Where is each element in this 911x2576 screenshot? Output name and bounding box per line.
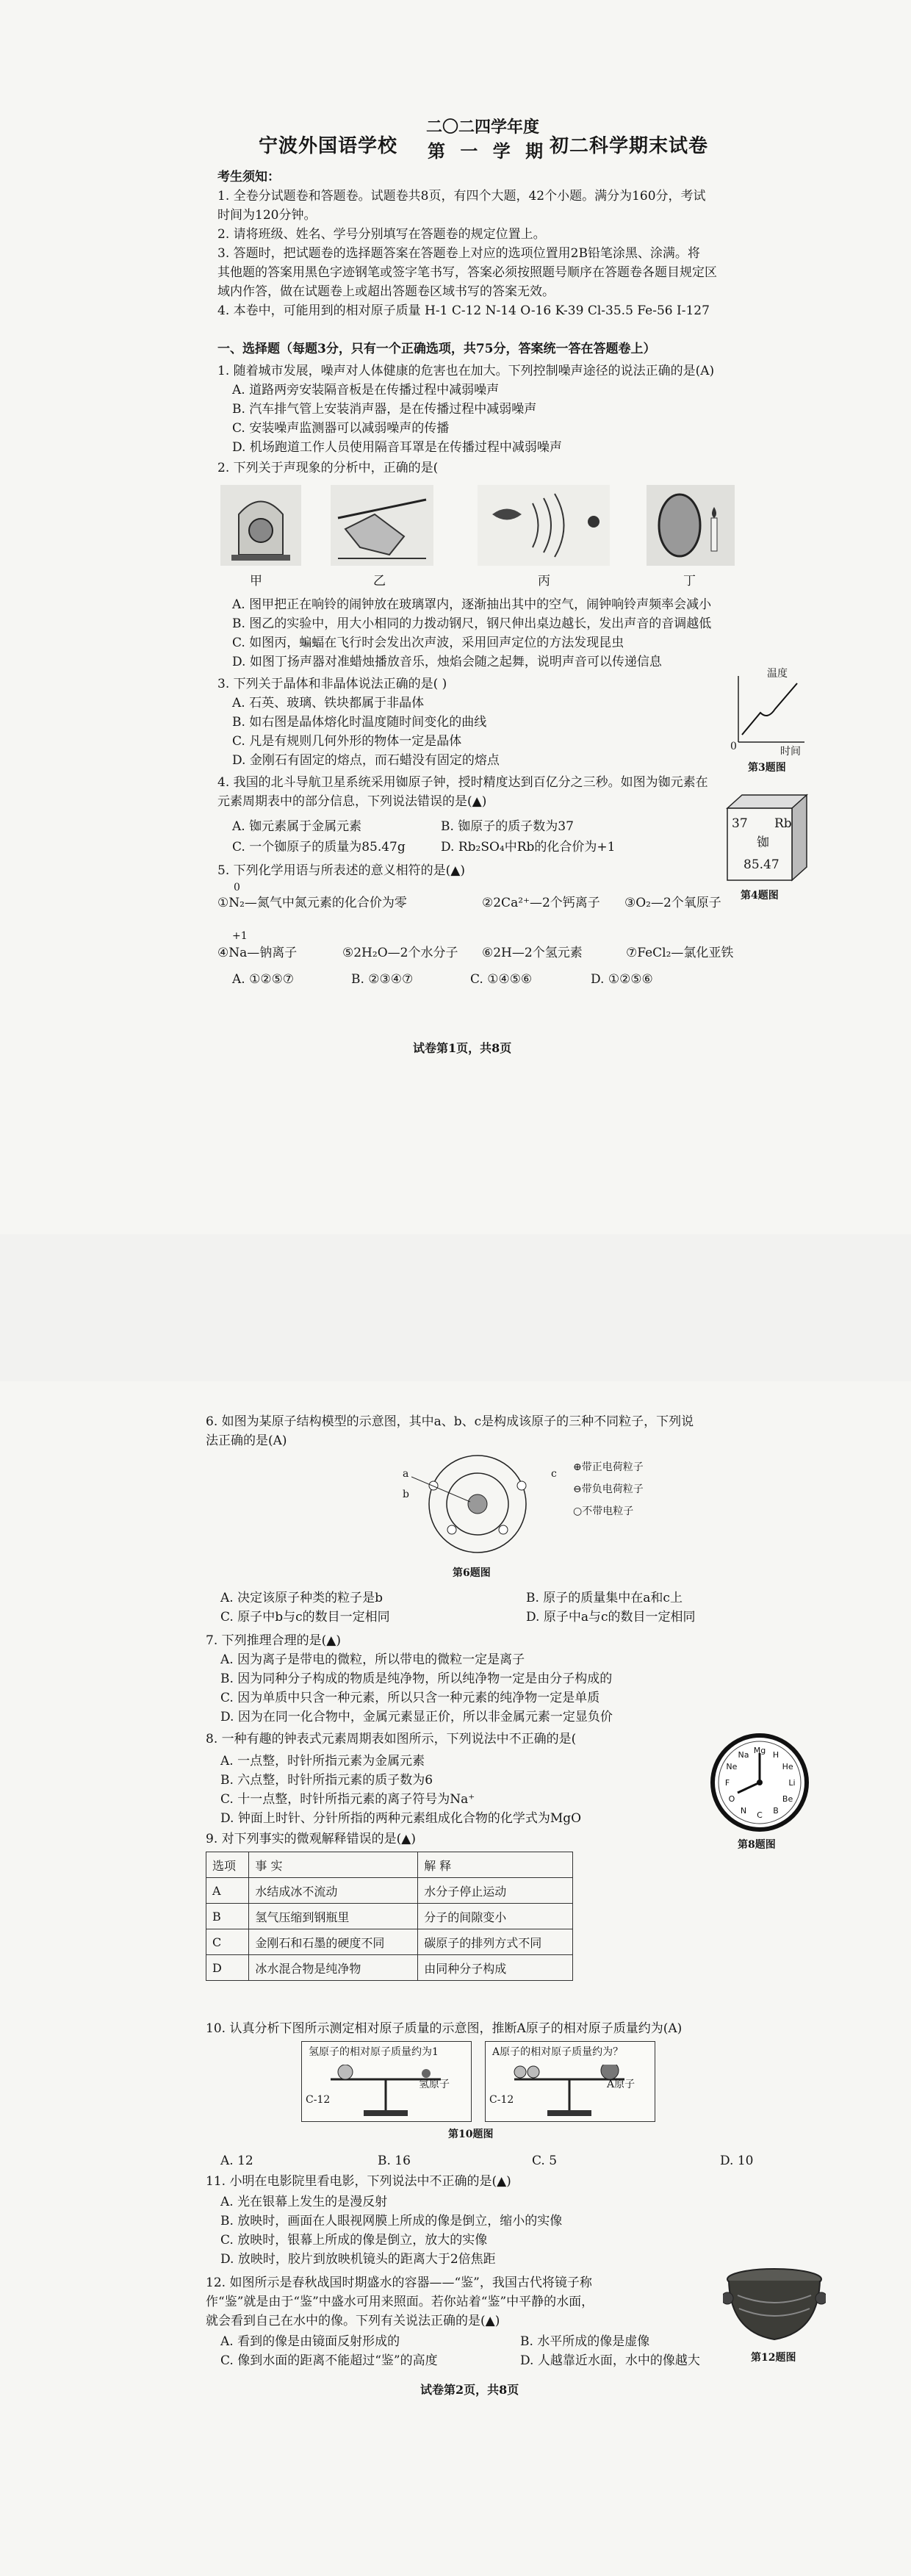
table-cell: 水结成冰不流动 — [249, 1878, 418, 1904]
table-cell: D — [206, 1955, 249, 1981]
q5-option: D. ①②⑤⑥ — [591, 972, 653, 987]
table-header: 解 释 — [418, 1852, 573, 1878]
table-cell: A — [206, 1878, 249, 1904]
q7-option: B. 因为同种分子构成的物质是纯净物，所以纯净物一定是由分子构成的 — [220, 1672, 613, 1686]
table-row — [206, 1955, 573, 1981]
q5-item: ②2Ca²⁺—2个钙离子 — [482, 896, 600, 910]
q2-fig-label-bing: 丙 — [538, 574, 550, 589]
q10-panel2-left: C-12 — [489, 2094, 514, 2106]
q4-stem: 元素周期表中的部分信息，下列说法错误的是(▲) — [217, 794, 487, 809]
notice-title: 考生须知： — [217, 170, 280, 184]
table-cell: 氢气压缩到钢瓶里 — [249, 1904, 418, 1929]
q6-legend-item: ○不带电粒子 — [573, 1505, 634, 1517]
q6-stem: 法正确的是(A) — [206, 1433, 287, 1448]
q5-superscript-plus: +1 — [232, 930, 248, 942]
q8-caption: 第8题图 — [738, 1839, 776, 1851]
q2-figure-bing — [478, 485, 610, 566]
notice-line: 4. 本卷中，可能用到的相对原子质量 H-1 C-12 N-14 O-16 K-39 Cl-35.5 Fe-56 I-127 — [217, 303, 710, 318]
q8-option: D. 钟面上时针、分针所指的两种元素组成化合物的化学式为MgO — [220, 1811, 582, 1826]
q4-caption: 第4题图 — [741, 890, 779, 902]
exam-title: 初二科学期末试卷 — [550, 135, 709, 157]
q12-stem: 就会看到自己在水中的像。下列有关说法正确的是(▲) — [206, 2314, 500, 2328]
element-symbol: Rb — [774, 816, 792, 831]
q10-panel2-title: A原子的相对原子质量约为？ — [492, 2046, 624, 2058]
table-cell: B — [206, 1904, 249, 1929]
school-name: 宁波外国语学校 — [259, 135, 398, 157]
q10-balance-2 — [500, 2065, 639, 2118]
q3-option: A. 石英、玻璃、铁块都属于非晶体 — [232, 696, 425, 710]
q6-option: D. 原子中a与c的数目一定相同 — [526, 1610, 696, 1625]
table-header-row — [206, 1852, 573, 1878]
q6-option: A. 决定该原子种类的粒子是b — [220, 1591, 383, 1605]
q7-stem: 7. 下列推理合理的是(▲) — [206, 1633, 341, 1648]
q5-item: ⑦FeCl₂—氯化亚铁 — [626, 946, 734, 960]
q6-label-a: a — [403, 1468, 409, 1480]
clock-element-symbol: O — [728, 1794, 735, 1804]
q9-stem: 9. 对下列事实的微观解释错误的是(▲) — [206, 1832, 416, 1846]
table-cell: 由同种分子构成 — [418, 1955, 573, 1981]
q3-graph-origin: 0 — [730, 741, 737, 752]
notice-line: 2. 请将班级、姓名、学号分别填写在答题卷的规定位置上。 — [217, 227, 546, 242]
notice-line: 3. 答题时，把试题卷的选择题答案在答题卷上对应的选项位置用2B铅笔涂黑、涂满。将 — [217, 246, 700, 261]
q2-stem: 2. 下列关于声现象的分析中，正确的是( — [217, 461, 439, 475]
q2-fig-label-ding: 丁 — [683, 574, 696, 589]
table-cell: 分子的间隙变小 — [418, 1904, 573, 1929]
clock-element-symbol: Na — [738, 1749, 749, 1760]
q6-legend-item: ⊖带负电荷粒子 — [573, 1483, 644, 1495]
table-header: 事 实 — [249, 1852, 418, 1878]
q8-stem: 8. 一种有趣的钟表式元素周期表如图所示，下列说法中不正确的是( — [206, 1732, 577, 1746]
exam-page-1 — [0, 0, 911, 1234]
clock-element-symbol: Ne — [726, 1762, 738, 1771]
school-term: 第 一 学 期 — [428, 140, 548, 162]
clock-element-symbol: Li — [788, 1778, 796, 1788]
q7-option: A. 因为离子是带电的微粒，所以带电的微粒一定是离子 — [220, 1652, 525, 1667]
page-footer: 试卷第2页，共8页 — [420, 2383, 519, 2397]
notice-line: 1. 全卷分试题卷和答题卷。试题卷共8页，有四个大题，42个小题。满分为160分，考试 — [217, 189, 706, 204]
q6-legend-item: ⊕带正电荷粒子 — [573, 1461, 644, 1473]
table-row — [206, 1904, 573, 1929]
q6-caption: 第6题图 — [453, 1567, 491, 1579]
table-cell: 水分子停止运动 — [418, 1878, 573, 1904]
q2-figure-jia — [220, 485, 301, 566]
q8-option: A. 一点整，时针所指元素为金属元素 — [220, 1754, 425, 1769]
q10-balance-1 — [316, 2065, 455, 2118]
page-footer: 试卷第1页，共8页 — [413, 1041, 512, 1055]
q8-clock-periodic-table — [710, 1733, 810, 1832]
section-heading: 一、选择题（每题3分，只有一个正确选项，共75分，答案统一答在答题卷上） — [217, 342, 656, 356]
q6-label-b: b — [403, 1489, 409, 1500]
clock-element-symbol: C — [757, 1810, 763, 1820]
q5-item: ⑤2H₂O—2个水分子 — [342, 946, 458, 960]
q6-atom-model — [411, 1449, 544, 1559]
q5-option: B. ②③④⑦ — [351, 972, 414, 987]
q2-figure-ding — [647, 485, 735, 566]
q10-stem: 10. 认真分析下图所示测定相对原子质量的示意图，推断A原子的相对原子质量约为(A) — [206, 2021, 683, 2036]
notice-line: 时间为120分钟。 — [217, 208, 317, 223]
table-cell: 冰水混合物是纯净物 — [249, 1955, 418, 1981]
table-cell: 金刚石和石墨的硬度不同 — [249, 1929, 418, 1955]
element-mass: 85.47 — [743, 857, 779, 872]
q4-option: D. Rb₂SO₄中Rb的化合价为+1 — [441, 840, 616, 855]
q11-option: C. 放映时，银幕上所成的像是倒立，放大的实像 — [220, 2233, 488, 2248]
table-row — [206, 1929, 573, 1955]
q2-fig-label-jia: 甲 — [250, 574, 262, 589]
q10-panel1-title: 氢原子的相对原子质量约为1 — [309, 2046, 439, 2058]
q4-option: B. 铷原子的质子数为37 — [441, 819, 574, 834]
q2-option: A. 图甲把正在响铃的闹钟放在玻璃罩内，逐渐抽出其中的空气，闹钟响铃声频率会减小 — [232, 597, 712, 612]
q9-table — [206, 1852, 573, 1981]
clock-element-symbol: He — [782, 1762, 793, 1771]
q5-stem: 5. 下列化学用语与所表述的意义相符的是(▲) — [217, 863, 465, 878]
q2-option: B. 图乙的实验中，用大小相同的力拨动钢尺，钢尺伸出桌边越长，发出声音的音调越低 — [232, 616, 712, 631]
school-year: 二〇二四学年度 — [426, 118, 540, 137]
q12-stem: 作“鉴”就是由于“鉴”中盛水可用来照面。若你站着“鉴”中平静的水面， — [206, 2295, 594, 2309]
q5-item: ⑥2H—2个氢元素 — [482, 946, 583, 960]
q12-option: C. 像到水面的距离不能超过“鉴”的高度 — [220, 2353, 438, 2368]
q12-caption: 第12题图 — [751, 2352, 796, 2364]
q10-option: D. 10 — [720, 2154, 754, 2168]
q2-figure-yi — [331, 485, 433, 566]
q11-option: A. 光在银幕上发生的是漫反射 — [220, 2195, 388, 2209]
q2-option: C. 如图丙，蝙蝠在飞行时会发出次声波，采用回声定位的方法发现昆虫 — [232, 636, 624, 650]
q7-option: D. 因为在同一化合物中，金属元素显正价，所以非金属元素一定显负价 — [220, 1710, 613, 1724]
q5-superscript-zero: 0 — [234, 882, 240, 893]
notice-line: 其他题的答案用黑色字迹钢笔或签字笔书写，答案必须按照题号顺序在答题卷各题目规定区 — [217, 265, 717, 280]
q10-panel2-right: A原子 — [607, 2079, 635, 2090]
q3-graph-xlabel: 时间 — [780, 746, 801, 758]
q5-option: A. ①②⑤⑦ — [232, 972, 295, 987]
q4-option: A. 铷元素属于金属元素 — [232, 819, 362, 834]
q12-option: B. 水平所成的像是虚像 — [520, 2334, 650, 2349]
q11-stem: 11. 小明在电影院里看电影，下列说法中不正确的是(▲) — [206, 2174, 511, 2189]
q10-option: B. 16 — [378, 2154, 411, 2168]
q3-caption: 第3题图 — [748, 762, 786, 774]
q12-bronze-jian-vessel — [723, 2266, 826, 2347]
q6-option: B. 原子的质量集中在a和c上 — [526, 1591, 683, 1605]
table-cell: C — [206, 1929, 249, 1955]
q12-option: D. 人越靠近水面，水中的像越大 — [520, 2353, 700, 2368]
q12-stem: 12. 如图所示是春秋战国时期盛水的容器——“鉴”，我国古代将镜子称 — [206, 2275, 592, 2290]
q7-option: C. 因为单质中只含一种元素，所以只含一种元素的纯净物一定是单质 — [220, 1691, 600, 1705]
q5-option: C. ①④⑤⑥ — [470, 972, 533, 987]
q1-option: A. 道路两旁安装隔音板是在传播过程中减弱噪声 — [232, 383, 500, 397]
q10-panel1-left: C-12 — [306, 2094, 331, 2106]
q3-graph-ylabel: 温度 — [767, 668, 788, 680]
q8-option: C. 十一点整，时针所指元素的离子符号为Na⁺ — [220, 1792, 475, 1807]
table-row — [206, 1878, 573, 1904]
clock-element-symbol: H — [772, 1749, 779, 1760]
q8-option: B. 六点整，时针所指元素的质子数为6 — [220, 1773, 433, 1788]
q1-option: D. 机场跑道工作人员使用隔音耳罩是在传播过程中减弱噪声 — [232, 440, 562, 455]
q10-caption: 第10题图 — [448, 2129, 494, 2140]
q6-stem: 6. 如图为某原子结构模型的示意图，其中a、b、c是构成该原子的三种不同粒子，下列说 — [206, 1414, 694, 1429]
q1-option: B. 汽车排气管上安装消声器，是在传播过程中减弱噪声 — [232, 402, 537, 417]
table-header: 选项 — [206, 1852, 249, 1878]
exam-page-2 — [0, 1381, 911, 2576]
q3-option: D. 金刚石有固定的熔点，而石蜡没有固定的熔点 — [232, 753, 500, 768]
q2-fig-label-yi: 乙 — [373, 574, 386, 589]
q11-option: B. 放映时，画面在人眼视网膜上所成的像是倒立，缩小的实像 — [220, 2214, 563, 2228]
clock-element-symbol: F — [724, 1778, 730, 1788]
q5-item: ④Na—钠离子 — [217, 946, 298, 960]
clock-element-symbol: B — [773, 1806, 779, 1816]
notice-line: 域内作答，做在试题卷上或超出答题卷区域书写的答案无效。 — [217, 284, 555, 299]
element-number: 37 — [732, 816, 748, 831]
q10-option: A. 12 — [220, 2154, 253, 2168]
q4-option: C. 一个铷原子的质量为85.47g — [232, 840, 406, 855]
q3-option: B. 如右图是晶体熔化时温度随时间变化的曲线 — [232, 715, 487, 730]
q4-stem: 4. 我国的北斗导航卫星系统采用铷原子钟，授时精度达到百亿分之三秒。如图为铷元素在 — [217, 775, 708, 790]
q3-stem: 3. 下列关于晶体和非晶体说法正确的是( ) — [217, 677, 447, 691]
q3-option: C. 凡是有规则几何外形的物体一定是晶体 — [232, 734, 462, 749]
clock-element-symbol: N — [740, 1806, 747, 1816]
q12-option: A. 看到的像是由镜面反射形成的 — [220, 2334, 400, 2349]
q10-panel1-right: 氢原子 — [419, 2079, 450, 2090]
q6-label-c: c — [551, 1468, 557, 1480]
clock-element-symbol: Mg — [753, 1746, 766, 1755]
q10-option: C. 5 — [532, 2154, 558, 2168]
q6-option: C. 原子中b与c的数目一定相同 — [220, 1610, 390, 1625]
q1-stem: 1. 随着城市发展，噪声对人体健康的危害也在加大。下列控制噪声途径的说法正确的是(A) — [217, 364, 715, 378]
clock-element-symbol: Be — [782, 1794, 793, 1804]
q5-item: ③O₂—2个氧原子 — [624, 896, 721, 910]
q5-item: ①N₂—氮气中氮元素的化合价为零 — [217, 896, 407, 910]
table-cell: 碳原子的排列方式不同 — [418, 1929, 573, 1955]
q2-option: D. 如图丁扬声器对准蜡烛播放音乐，烛焰会随之起舞，说明声音可以传递信息 — [232, 655, 662, 669]
q1-option: C. 安装噪声监测器可以减弱噪声的传播 — [232, 421, 450, 436]
q11-option: D. 放映时，胶片到放映机镜头的距离大于2倍焦距 — [220, 2252, 496, 2267]
element-name: 铷 — [757, 835, 769, 850]
